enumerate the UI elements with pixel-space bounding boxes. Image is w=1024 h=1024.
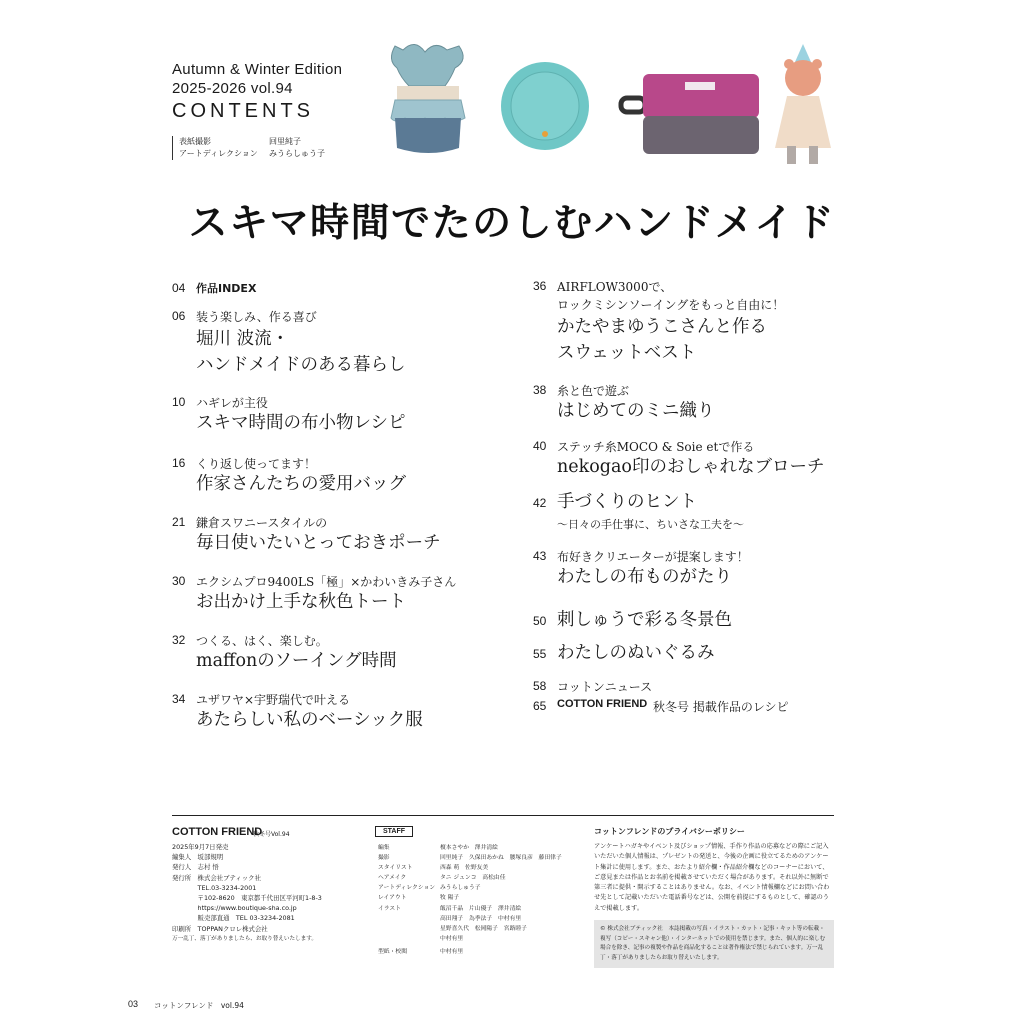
staff-role: 編集 xyxy=(378,845,390,851)
toc-page-number: 30 xyxy=(172,574,186,588)
toc-subtitle: 作品INDEX xyxy=(196,282,257,295)
toc-title: わたしのぬいぐるみ xyxy=(557,643,715,663)
publication-line: TEL.03-3234-2001 xyxy=(172,883,257,892)
flower-coaster-photo xyxy=(501,62,589,150)
toc-title: nekogao印のおしゃれなブローチ xyxy=(557,457,825,477)
toc-page-number: 40 xyxy=(533,439,547,453)
credit-role: アートディレクション xyxy=(179,149,258,158)
toc-page-number: 06 xyxy=(172,309,186,323)
privacy-policy-title: コットンフレンドのプライバシーポリシー xyxy=(594,827,745,836)
toc-title: わたしの布ものがたり xyxy=(557,567,732,587)
toc-subtitle: AIRFLOW3000で、 xyxy=(557,280,673,294)
staff-names: 高田翔子 為季法子 中村有里 xyxy=(440,915,522,922)
bear-doll-photo xyxy=(775,44,831,164)
staff-names: 回里純子 久保田あかね 腰塚良彦 藤田律子 xyxy=(440,855,562,862)
staff-role xyxy=(378,924,440,934)
publication-line: 〒102-8620 東京都千代田区平河町1-8-3 xyxy=(172,894,322,903)
staff-row xyxy=(378,843,562,853)
toc-title: 毎日使いたいとっておきポーチ xyxy=(196,533,441,553)
edition-line-1: Autumn & Winter Edition xyxy=(172,61,343,78)
feature-headline: スキマ時間でたのしむハンドメイド xyxy=(188,201,836,246)
toc-subtitle: ロックミシンソーイングをもっと自由に！ xyxy=(557,298,785,312)
page-number: 03 xyxy=(128,999,139,1009)
staff-row xyxy=(378,893,562,903)
staff-names: 榎本さやか 澤井清絵 xyxy=(440,845,498,851)
toc-title: maffonのソーイング時間 xyxy=(196,651,397,671)
staff-names: 星野喜久代 松岡陽子 宮路睦子 xyxy=(440,925,527,932)
staff-names: 飯沼千晶 片山優子 澤井清絵 xyxy=(440,905,522,912)
edition-line-2: 2025-2026 vol.94 xyxy=(172,80,293,97)
toc-page-number: 50 xyxy=(533,614,547,628)
pink-pouch-photo xyxy=(621,74,759,154)
publication-info xyxy=(172,842,322,944)
credit-row xyxy=(179,148,325,160)
toc-title: かたやまゆうこさんと作る xyxy=(557,317,767,337)
staff-names: 牧 陽子 xyxy=(440,895,460,902)
toc-title: 刺しゅうで彩る冬景色 xyxy=(557,610,732,630)
privacy-policy-body: アンケートハガキやイベント及びショップ情報、手作り作品の応募などの際にご記入いただいた個人情報は、プレゼントの発送と、今後の企画に役立てるためのアンケート集計に使用します。また、おたより紹介欄・作品紹介欄などのコーナーにおいて、ご意見または作品とお名前を掲載させていただく場合があります。それ以外に無断で第三者に提供・開示することはありません。なお、イベント情報欄などにお問い合わせ先として記載いただいた電話番号などは、公開を前提にするものとして、確認のうえで掲載します。 xyxy=(594,843,830,912)
toc-page-number: 65 xyxy=(533,699,547,713)
credit-name: 回里純子 xyxy=(269,137,301,146)
staff-role: アートディレクション xyxy=(378,885,436,892)
toc-title: スキマ時間の布小物レシピ xyxy=(196,413,406,433)
staff-names: タニ ジュンコ 高松由佳 xyxy=(440,875,506,882)
staff-label: STAFF xyxy=(375,826,413,837)
toc-subtitle: ユザワヤ×宇野瑞代で叶える xyxy=(196,693,351,707)
toc-page-number: 42 xyxy=(533,496,547,510)
publication-line: 2025年9月7日発売 xyxy=(172,843,229,851)
toc-page-number: 32 xyxy=(172,633,186,647)
staff-names: 西森 萌 佐野友美 xyxy=(440,865,489,872)
toc-subtitle: 糸と色で遊ぶ xyxy=(557,384,630,398)
credit-name: みうらしゅう子 xyxy=(269,149,325,158)
toc-page-number: 10 xyxy=(172,395,186,409)
staff-names: 中村有里 xyxy=(440,935,464,942)
staff-row xyxy=(378,934,562,944)
publication-line: 発行所 株式会社ブティック社 xyxy=(172,873,261,882)
publication-line: https://www.boutique-sha.co.jp xyxy=(172,904,297,913)
staff-row xyxy=(378,904,562,914)
toc-subtitle: つくる、はく、楽しむ。 xyxy=(196,634,328,648)
toc-page-number: 43 xyxy=(533,549,547,563)
contents-label: CONTENTS xyxy=(172,100,314,122)
publication-line: 販売部直通 TEL 03-3234-2081 xyxy=(172,914,295,923)
publication-line: 編集人 坂部規明 xyxy=(172,853,224,862)
staff-role: スタイリスト xyxy=(378,865,413,872)
staff-names: 中村有里 xyxy=(440,948,464,955)
footer-brand-volume: 秋冬号Vol.94 xyxy=(253,831,290,838)
toc-title: はじめてのミニ織り xyxy=(557,401,715,421)
publication-line: 万一乱丁、落丁がありましたら、お取り替えいたします。 xyxy=(172,935,317,942)
staff-row xyxy=(378,924,562,934)
staff-names: みうらしゅう子 xyxy=(440,885,481,892)
toc-page-number: 21 xyxy=(172,515,186,529)
toc-brand: COTTON FRIEND xyxy=(557,698,648,710)
toc-subtitle: コットンニュース xyxy=(557,680,653,694)
toc-page-number: 58 xyxy=(533,679,547,693)
footer-brand: COTTON FRIEND xyxy=(172,826,263,838)
toc-title: あたらしい私のベーシック服 xyxy=(196,710,423,730)
toc-subtitle: くり返し使ってます！ xyxy=(196,457,317,471)
staff-row xyxy=(378,873,562,883)
toc-page-number: 38 xyxy=(533,383,547,397)
staff-role: 型紙・校閲 xyxy=(378,948,407,955)
staff-role xyxy=(378,914,440,924)
toc-subtitle: ステッチ糸MOCO & Soie etで作る xyxy=(557,440,755,454)
toc-title: ハンドメイドのある暮らし xyxy=(196,355,406,375)
staff-role: レイアウト xyxy=(378,895,407,902)
publication-line: 発行人 志村 悟 xyxy=(172,863,219,872)
toc-title: 堀川 波流・ xyxy=(196,329,290,349)
copyright-notice: © 株式会社ブティック社 本誌掲載の写真・イラスト・カット・記事・キット等の転載・複写（コピー・スキャン他）・インターネットでの使用を禁じます。また、個人的に楽しむ場合を除き、記事の複製や作品を商品化することは著作権法で禁じられています。万一乱丁・落丁がありましたらお取り替えいたします。 xyxy=(594,920,834,968)
page-footer-label: コットンフレンド vol.94 xyxy=(154,1001,244,1010)
toc-title: お出かけ上手な秋色トート xyxy=(196,592,406,612)
staff-list xyxy=(378,843,562,957)
product-photos xyxy=(385,38,845,168)
staff-role: 撮影 xyxy=(378,855,390,862)
staff-row xyxy=(378,853,562,863)
staff-row xyxy=(378,883,562,893)
credit-row xyxy=(179,136,325,148)
staff-row xyxy=(378,863,562,873)
toc-page-number: 36 xyxy=(533,279,547,293)
toc-subtitle: ハギレが主役 xyxy=(196,396,268,410)
toc-note: 〜日々の手仕事に、ちいさな工夫を〜 xyxy=(557,518,744,531)
toc-title: スウェットベスト xyxy=(557,343,697,363)
toc-subtitle: 鎌倉スワニースタイルの xyxy=(196,516,328,530)
credit-role: 表紙撮影 xyxy=(179,137,211,146)
toc-title: 手づくりのヒント xyxy=(557,492,697,512)
toc-subtitle: 装う楽しみ、作る喜び xyxy=(196,310,317,324)
toc-title: 作家さんたちの愛用バッグ xyxy=(196,474,406,494)
staff-role: ヘアメイク xyxy=(378,875,407,882)
toc-page-number: 16 xyxy=(172,456,186,470)
toc-page-number: 34 xyxy=(172,692,186,706)
toc-subtitle: エクシムプロ9400LS「極」×かわいきみ子さん xyxy=(196,575,457,589)
staff-role: イラスト xyxy=(378,905,402,912)
staff-row xyxy=(378,947,562,957)
edition-label xyxy=(172,60,342,98)
bucket-bag-photo xyxy=(391,44,465,153)
toc-subtitle: 布好きクリエーターが提案します！ xyxy=(557,550,749,564)
staff-role xyxy=(378,934,440,944)
toc-subtitle: 秋冬号 掲載作品のレシピ xyxy=(653,700,789,714)
publication-line: 印刷所 TOPPANクロレ株式会社 xyxy=(172,924,268,933)
cover-credits xyxy=(172,136,325,160)
staff-row xyxy=(378,914,562,924)
toc-page-number: 55 xyxy=(533,647,547,661)
toc-page-number: 04 xyxy=(172,281,186,295)
footer-divider xyxy=(172,815,834,816)
